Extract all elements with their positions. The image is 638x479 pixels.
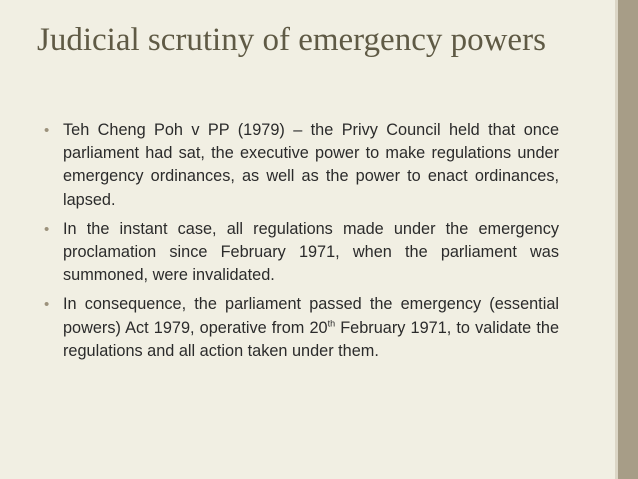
bullet-item bbox=[44, 218, 559, 288]
bullet-item bbox=[44, 119, 559, 212]
accent-bar bbox=[618, 0, 638, 479]
bullet-list bbox=[44, 119, 559, 369]
bullet-text: In the instant case, all regulations made under the emergency proclamation since February 1971, when the parliament was summoned, were invalidated. bbox=[63, 219, 559, 285]
bullet-text-before: In consequence, the parliament passed the emergency (essential powers) Act 1979, operative from 20 bbox=[63, 295, 559, 337]
bullet-icon: • bbox=[44, 220, 50, 238]
slide-title: Judicial scrutiny of emergency powers bbox=[37, 22, 546, 58]
bullet-icon: • bbox=[44, 296, 50, 314]
bullet-icon: • bbox=[44, 122, 50, 139]
bullet-text: Teh Cheng Poh v PP (1979) – the Privy Council held that once parliament had sat, the executive power to make regulations under emergency ordinances, as well as the power to enact ordinances, lapsed. bbox=[63, 121, 559, 209]
bullet-text bbox=[63, 295, 559, 359]
ordinal-superscript: th bbox=[327, 318, 336, 329]
bullet-item bbox=[44, 293, 559, 363]
bullet-text-after: February 1971, to validate the regulations and all action taken under them. bbox=[63, 318, 559, 360]
